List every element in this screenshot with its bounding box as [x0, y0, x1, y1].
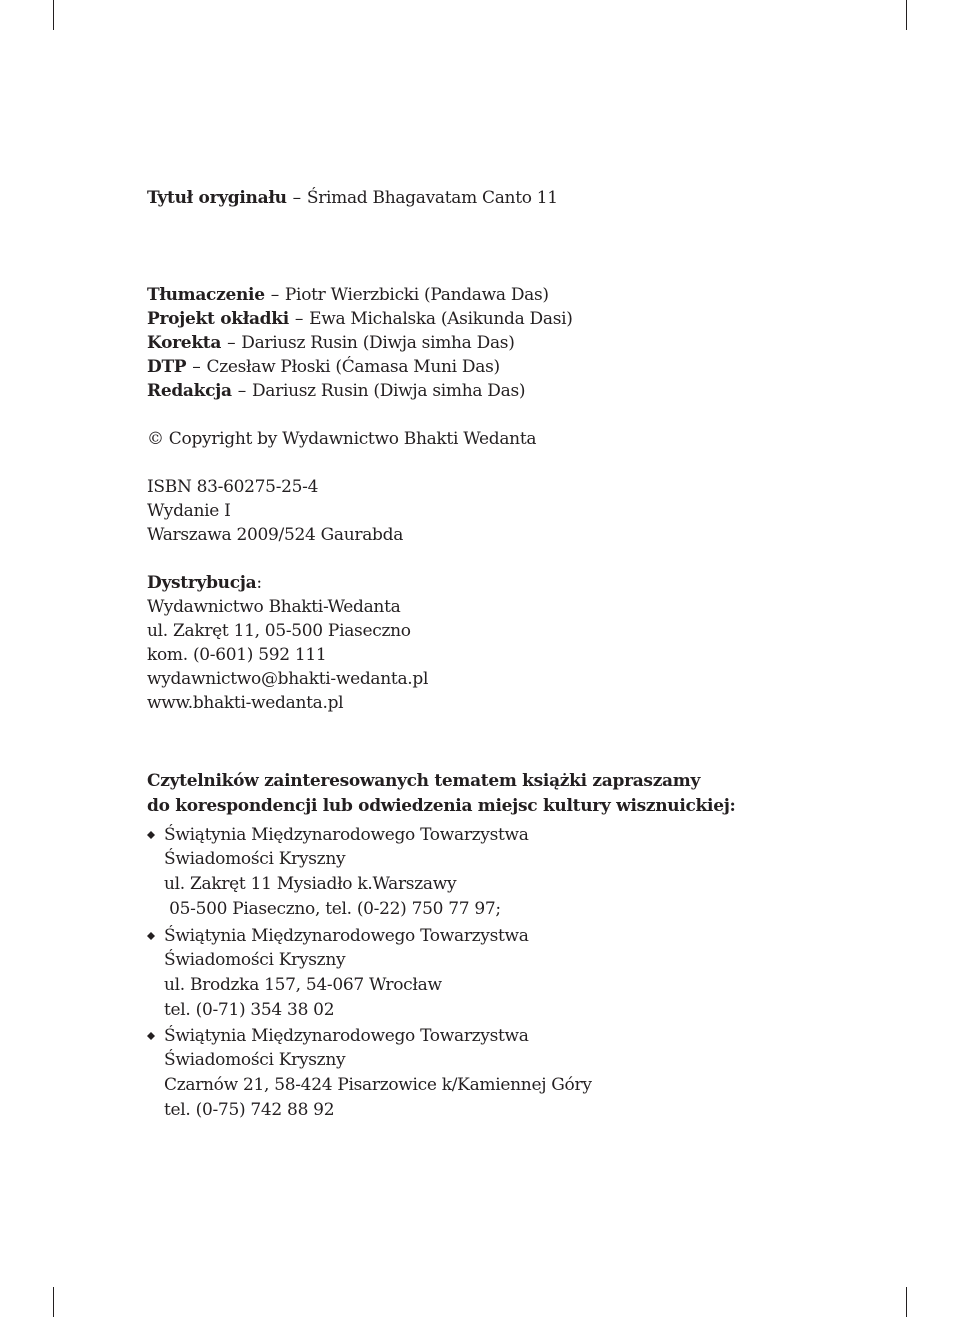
distribution-line: Wydawnictwo Bhakti-Wedanta	[147, 597, 401, 617]
original-title-label: Tytuł oryginału	[147, 188, 287, 208]
distribution-email[interactable]: wydawnictwo@bhakti-wedanta.pl	[147, 669, 429, 689]
distribution-colon: :	[256, 573, 262, 593]
diamond-bullet-icon	[147, 1026, 155, 1046]
temple-name: Świątynia Międzynarodowego Towarzystwa	[164, 825, 529, 845]
credit-value: Piotr Wierzbicki (Pandawa Das)	[284, 285, 549, 305]
credit-label: DTP	[147, 357, 187, 377]
credit-proofreading	[147, 333, 515, 353]
credit-label: Redakcja	[147, 381, 232, 401]
temple-2-name	[147, 926, 529, 946]
dash: –	[270, 285, 279, 305]
temple-name: Świątynia Międzynarodowego Towarzystwa	[164, 1026, 529, 1046]
temple-2-line: Świadomości Kryszny	[164, 950, 346, 970]
place-year-line: Warszawa 2009/524 Gaurabda	[147, 525, 404, 545]
temple-1-line: 05-500 Piaseczno, tel. (0-22) 750 77 97;	[164, 899, 501, 919]
distribution-line: ul. Zakręt 11, 05-500 Piaseczno	[147, 621, 411, 641]
credit-dtp	[147, 357, 500, 377]
dash: –	[294, 309, 304, 329]
edition-line: Wydanie I	[147, 501, 231, 521]
distribution-line: kom. (0-601) 592 111	[147, 645, 327, 665]
temple-1-line: ul. Zakręt 11 Mysiadło k.Warszawy	[164, 874, 457, 894]
credit-cover-design	[147, 309, 573, 329]
temple-name: Świątynia Międzynarodowego Towarzystwa	[164, 926, 529, 946]
dash: –	[227, 333, 236, 353]
dash: –	[192, 357, 201, 377]
credit-value: Czesław Płoski (Ćamasa Muni Das)	[206, 357, 500, 377]
temple-2-line: ul. Brodzka 157, 54-067 Wrocław	[164, 975, 442, 995]
credit-value: Dariusz Rusin (Diwja simha Das)	[241, 333, 515, 353]
credit-label: Projekt okładki	[147, 309, 289, 329]
dash: –	[237, 381, 246, 401]
crop-mark-top-left	[53, 0, 54, 30]
isbn-line: ISBN 83-60275-25-4	[147, 477, 319, 497]
crop-mark-bottom-right	[906, 1287, 907, 1317]
temple-2-line: tel. (0-71) 354 38 02	[164, 1000, 335, 1020]
temple-3-line: Czarnów 21, 58-424 Pisarzowice k/Kamiennej Góry	[164, 1075, 592, 1095]
credit-value: Ewa Michalska (Asikunda Dasi)	[309, 309, 573, 329]
distribution-heading	[147, 573, 262, 593]
credit-label: Tłumaczenie	[147, 285, 265, 305]
diamond-bullet-icon	[147, 825, 155, 845]
distribution-website[interactable]: www.bhakti-wedanta.pl	[147, 693, 344, 713]
credit-label: Korekta	[147, 333, 222, 353]
diamond-bullet-icon	[147, 926, 155, 946]
temple-1-line: Świadomości Kryszny	[164, 849, 346, 869]
crop-mark-top-right	[906, 0, 907, 30]
invitation-heading-line-1: Czytelników zainteresowanych tematem książki zapraszamy	[147, 771, 701, 791]
credit-editing	[147, 381, 525, 401]
copyright-line: © Copyright by Wydawnictwo Bhakti Wedanta	[147, 429, 537, 449]
original-title-line	[147, 188, 558, 208]
crop-mark-bottom-left	[53, 1287, 54, 1317]
credit-translation	[147, 285, 549, 305]
temple-3-line: Świadomości Kryszny	[164, 1050, 346, 1070]
dash: –	[292, 188, 301, 208]
original-title-value: Śrimad Bhagavatam Canto 11	[306, 188, 558, 208]
temple-3-line: tel. (0-75) 742 88 92	[164, 1100, 335, 1120]
credit-value: Dariusz Rusin (Diwja simha Das)	[251, 381, 526, 401]
distribution-label: Dystrybucja	[147, 573, 257, 593]
invitation-heading-line-2: do korespondencji lub odwiedzenia miejsc kultury wisznuickiej:	[147, 796, 736, 816]
temple-1-name	[147, 825, 529, 845]
temple-3-name	[147, 1026, 529, 1046]
